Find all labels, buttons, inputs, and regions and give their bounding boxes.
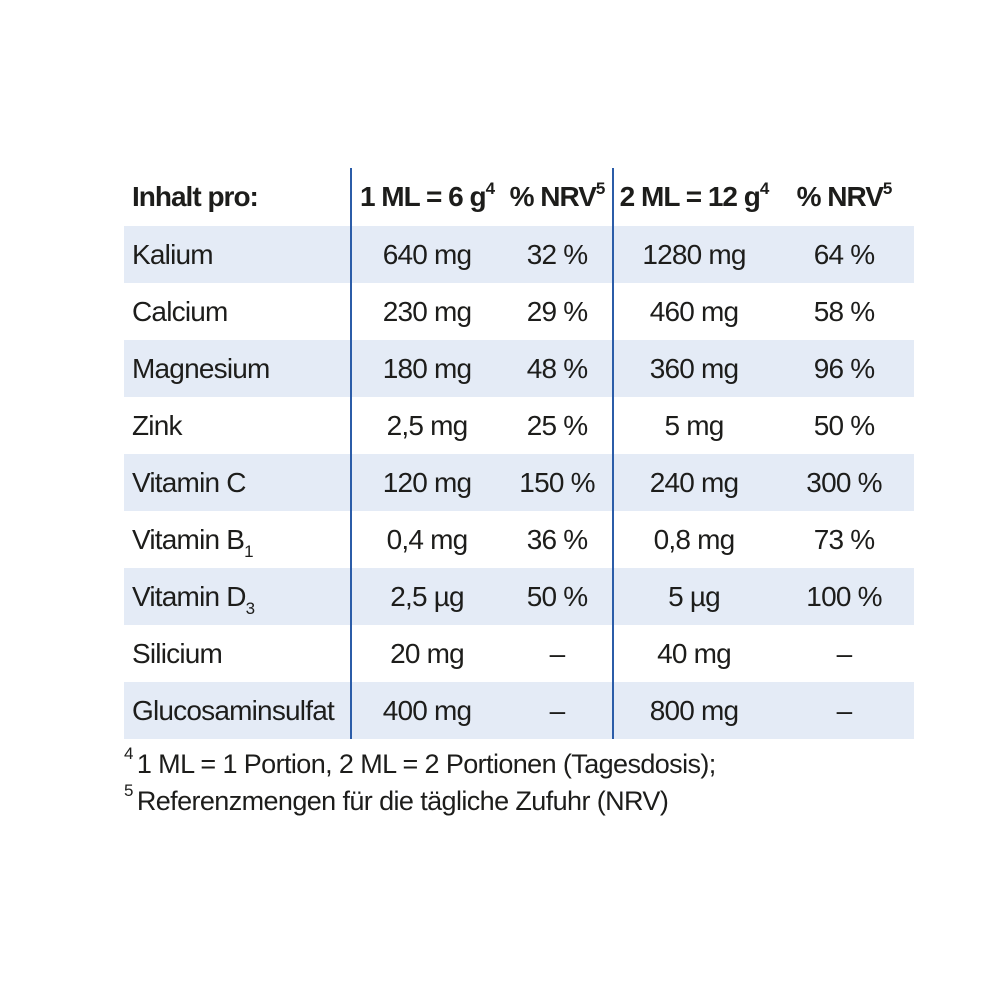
amount-2ml: 5 µg bbox=[613, 568, 774, 625]
amount-2ml: 5 mg bbox=[613, 397, 774, 454]
table-row bbox=[124, 226, 914, 283]
amount-1ml: 640 mg bbox=[351, 226, 502, 283]
amount-1ml: 120 mg bbox=[351, 454, 502, 511]
nutrient-name: Zink bbox=[132, 409, 182, 441]
amount-2ml: 1280 mg bbox=[613, 226, 774, 283]
nrv-2ml: 300 % bbox=[774, 454, 914, 511]
nrv-1ml: – bbox=[502, 682, 613, 739]
amount-2ml: 460 mg bbox=[613, 283, 774, 340]
nutrient-name: Vitamin $B_1$ bbox=[132, 523, 253, 562]
amount-2ml: 240 mg bbox=[613, 454, 774, 511]
amount-1ml: 2,5 µg bbox=[351, 568, 502, 625]
table-row bbox=[124, 283, 914, 340]
amount-2ml: 360 mg bbox=[613, 340, 774, 397]
amount-2ml: 800 mg bbox=[613, 682, 774, 739]
footnote-5: $^5$ Referenzmengen für die tägliche Zufuhr (NRV) bbox=[124, 781, 669, 816]
header-col-nrv-2: % NRV$^5$ bbox=[796, 178, 892, 212]
table-body bbox=[124, 226, 914, 739]
nutrient-name: Silicium bbox=[132, 637, 223, 669]
table-row bbox=[124, 511, 914, 568]
amount-1ml: 20 mg bbox=[351, 625, 502, 682]
amount-1ml: 180 mg bbox=[351, 340, 502, 397]
amount-1ml: 230 mg bbox=[351, 283, 502, 340]
header-col-2ml: 2 ML = 12 $g^4$ bbox=[613, 168, 774, 226]
nutrient-name: Calcium bbox=[132, 295, 228, 327]
footnote-4: $^4$ 1 ML = 1 Portion, 2 ML = 2 Portionen (Tagesdosis); bbox=[124, 744, 716, 779]
nrv-1ml: 36 % bbox=[526, 523, 588, 555]
nrv-2ml: 58 % bbox=[813, 295, 875, 327]
nrv-1ml: 50 % bbox=[502, 568, 613, 625]
header-col-1ml: 1 ML = 6 $g^4$ bbox=[351, 168, 502, 226]
footnotes bbox=[124, 746, 716, 820]
table-row bbox=[124, 625, 914, 682]
nrv-2ml: 73 % bbox=[813, 523, 875, 555]
header-label: Inhalt pro: bbox=[132, 181, 258, 212]
nrv-1ml: 25 % bbox=[526, 409, 588, 441]
nrv-2ml: 50 % bbox=[813, 409, 875, 441]
nrv-1ml: 150 % bbox=[502, 454, 613, 511]
nutrient-name: Vitamin C bbox=[124, 454, 351, 511]
amount-1ml: 0,4 mg bbox=[351, 511, 502, 568]
nrv-2ml: 64 % bbox=[774, 226, 914, 283]
nrv-1ml: 48 % bbox=[502, 340, 613, 397]
nrv-2ml: – bbox=[836, 637, 852, 669]
amount-2ml: 0,8 mg bbox=[613, 511, 774, 568]
amount-1ml: 2,5 mg bbox=[351, 397, 502, 454]
amount-2ml: 40 mg bbox=[613, 625, 774, 682]
nrv-1ml: – bbox=[549, 637, 565, 669]
table-row bbox=[124, 340, 914, 397]
header-col-nrv-1: % NRV$^5$ bbox=[509, 178, 605, 212]
table-row bbox=[124, 454, 914, 511]
nutrient-name: Magnesium bbox=[124, 340, 351, 397]
nutrient-name: Vitamin $D_3$ bbox=[124, 568, 351, 625]
table-header-row bbox=[124, 168, 914, 226]
amount-1ml: 400 mg bbox=[351, 682, 502, 739]
nutrient-name: Glucosaminsulfat bbox=[124, 682, 351, 739]
nrv-1ml: 32 % bbox=[502, 226, 613, 283]
nutrient-name: Kalium bbox=[124, 226, 351, 283]
nrv-1ml: 29 % bbox=[526, 295, 588, 327]
table-row bbox=[124, 397, 914, 454]
nutrition-table-container bbox=[124, 168, 902, 739]
table-row bbox=[124, 682, 914, 739]
table-row bbox=[124, 568, 914, 625]
nutrition-table bbox=[124, 168, 914, 739]
nrv-2ml: 96 % bbox=[774, 340, 914, 397]
nrv-2ml: 100 % bbox=[774, 568, 914, 625]
nrv-2ml: – bbox=[774, 682, 914, 739]
